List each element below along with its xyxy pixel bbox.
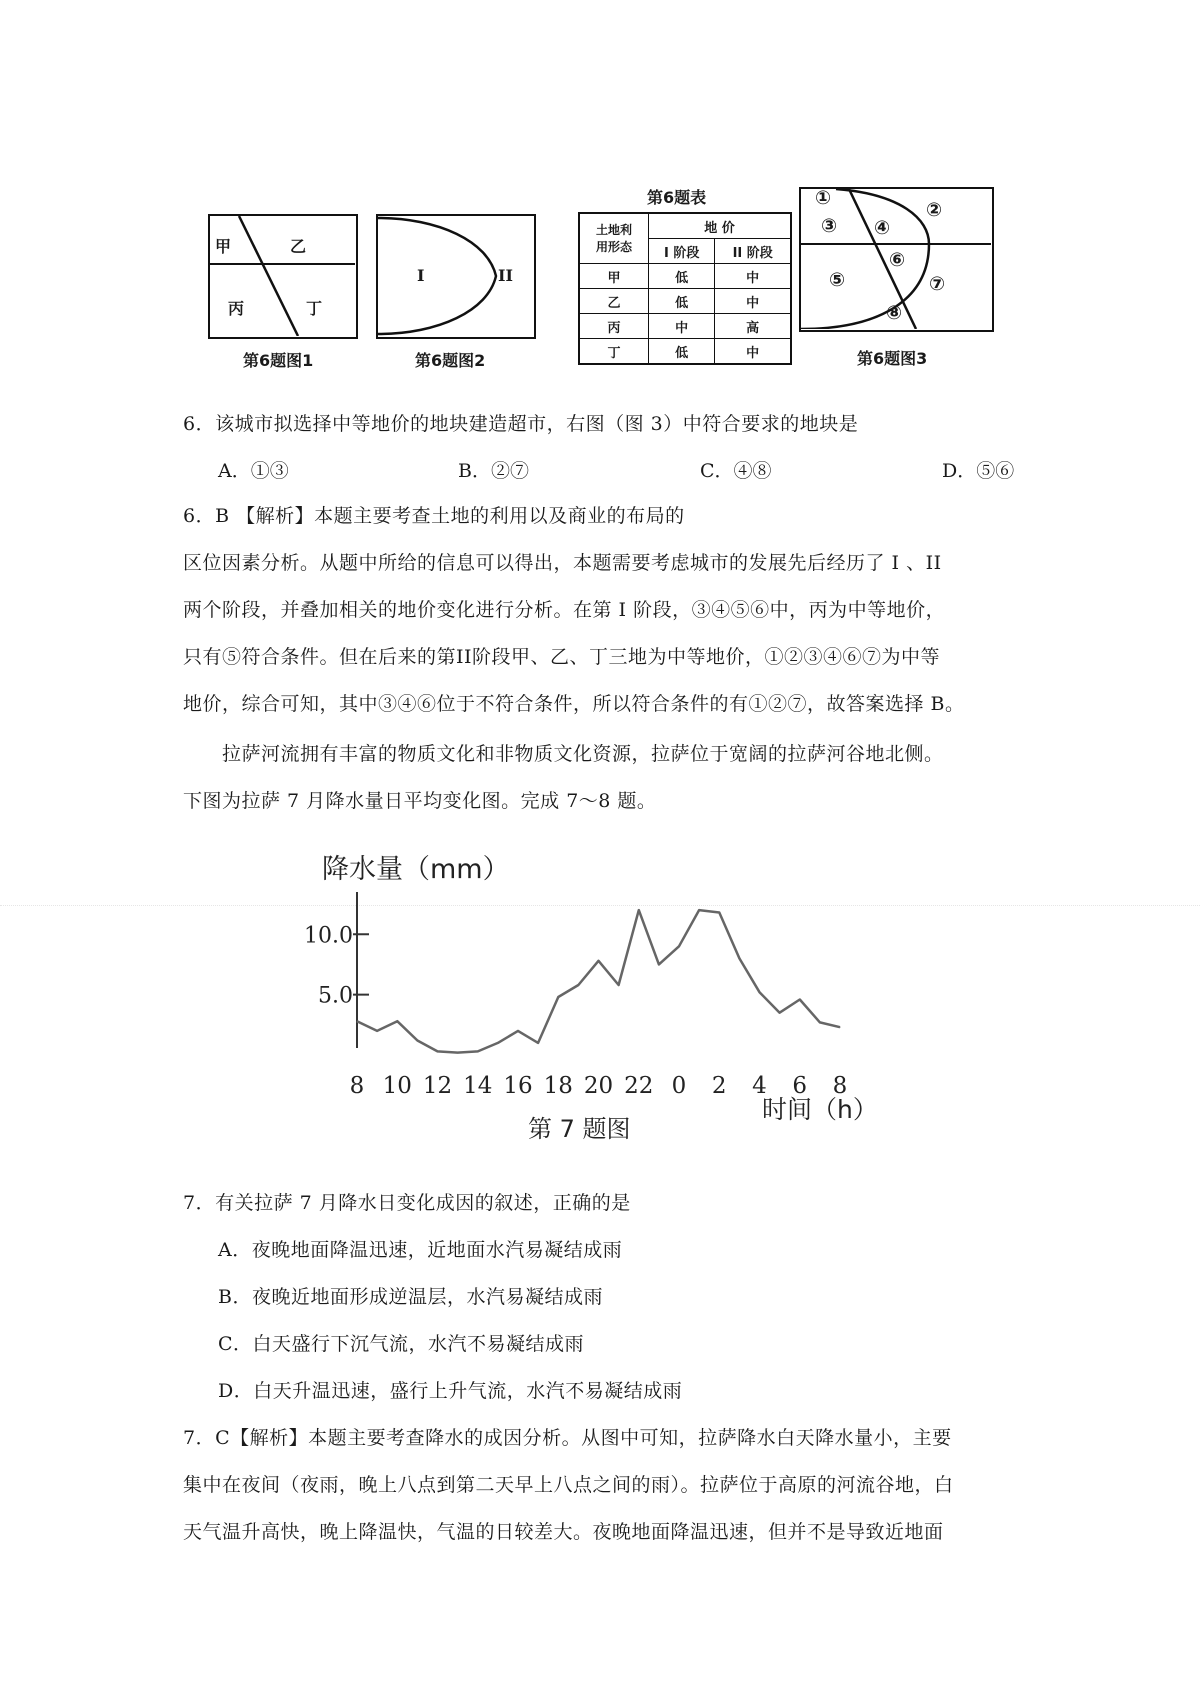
table-header-price: 地 价 xyxy=(649,213,792,239)
q7-option-d: D．白天升温迅速，盛行上升气流，水汽不易凝结成雨 xyxy=(218,1380,683,1402)
table-header-stage1: I 阶段 xyxy=(649,239,715,264)
chart-x-axis-label: 时间（h） xyxy=(762,1095,878,1124)
table-cell: 中 xyxy=(715,264,791,289)
table-row xyxy=(579,339,791,365)
fig6-table-caption: 第6题表 xyxy=(647,188,707,207)
chart-point xyxy=(417,1040,418,1041)
land-price-table xyxy=(578,212,792,365)
table-cell: 低 xyxy=(649,264,715,289)
q7-answer-line-1: 7．C【解析】本题主要考查降水的成因分析。从图中可知，拉萨降水白天降水量小，主要 xyxy=(183,1427,952,1449)
fig6-3-plot-5: ⑤ xyxy=(829,269,846,291)
table-cell: 丙 xyxy=(579,314,649,339)
chart-x-tick-label: 4 xyxy=(752,1073,767,1099)
chart-x-tick-label: 10 xyxy=(382,1073,412,1099)
table-row xyxy=(579,264,791,289)
table-header-land-use-line1: 土地利 xyxy=(595,222,632,237)
table-cell: 低 xyxy=(649,289,715,314)
q6-option-b: B．②⑦ xyxy=(458,460,529,482)
fig6-1-cell-jia: 甲 xyxy=(215,237,232,256)
chart-point xyxy=(377,1030,378,1031)
fig6-1-diagram xyxy=(208,214,358,339)
chart-point xyxy=(578,984,579,985)
chart-x-tick-label: 2 xyxy=(711,1073,727,1099)
chart-point xyxy=(397,1021,398,1022)
chart-caption: 第 7 题图 xyxy=(528,1115,631,1143)
table-header-land-use xyxy=(579,213,649,264)
fig6-3-plot-8: ⑧ xyxy=(886,302,903,324)
table-cell: 丁 xyxy=(579,339,649,365)
fig6-3-plot-4: ④ xyxy=(874,217,891,239)
chart-point xyxy=(799,999,800,1000)
chart-point xyxy=(719,912,720,913)
chart-point xyxy=(739,958,740,959)
chart-x-tick-label: 6 xyxy=(792,1073,808,1099)
q6-option-d: D．⑤⑥ xyxy=(942,460,1015,482)
table-row xyxy=(579,289,791,314)
fig6-2-caption: 第6题图2 xyxy=(415,351,486,370)
fig6-2-diagram xyxy=(376,214,536,339)
chart-x-tick-label: 0 xyxy=(671,1073,687,1099)
chart-point xyxy=(658,964,659,965)
q6-answer-line-2: 区位因素分析。从题中所给的信息可以得出，本题需要考虑城市的发展先后经历了 I 、II xyxy=(183,552,942,574)
chart-y-axis-label: 降水量（mm） xyxy=(322,854,510,885)
q7-question: 7．有关拉萨 7 月降水日变化成因的叙述，正确的是 xyxy=(183,1192,631,1214)
chart-point xyxy=(538,1042,539,1043)
chart-x-tick-label: 18 xyxy=(543,1073,573,1099)
chart-x-tick-label: 14 xyxy=(463,1073,493,1099)
fig6-1-caption: 第6题图1 xyxy=(243,351,314,370)
table-cell: 乙 xyxy=(579,289,649,314)
chart-y-tick-label: 5.0 xyxy=(318,983,353,1009)
fig6-3-plot-3: ③ xyxy=(821,215,838,237)
q7-answer-line-3: 天气温升高快，晚上降温快，气温的日较差大。夜晚地面降温迅速，但并不是导致近地面 xyxy=(183,1521,944,1543)
chart-y-ticks xyxy=(304,923,369,1008)
q7-option-c: C．白天盛行下沉气流，水汽不易凝结成雨 xyxy=(218,1333,585,1355)
fig6-2-zone-1: I xyxy=(417,266,425,285)
table-cell: 高 xyxy=(715,314,791,339)
q6-answer-line-4: 只有⑤符合条件。但在后来的第II阶段甲、乙、丁三地为中等地价，①②③④⑥⑦为中等 xyxy=(183,646,941,668)
q7-option-b: B．夜晚近地面形成逆温层，水汽易凝结成雨 xyxy=(218,1286,603,1308)
table-cell: 甲 xyxy=(579,264,649,289)
chart-x-tick-label: 8 xyxy=(832,1073,848,1099)
fig6-3-caption: 第6题图3 xyxy=(857,349,928,368)
table-header-land-use-line2: 用形态 xyxy=(595,239,632,254)
chart-x-tick-label: 16 xyxy=(503,1073,533,1099)
chart-point xyxy=(357,1021,358,1022)
chart-point xyxy=(618,984,619,985)
chart-point xyxy=(497,1042,498,1043)
chart-point xyxy=(598,960,599,961)
chart-y-tick-label: 10.0 xyxy=(304,923,353,949)
fig6-2-zone-2: II xyxy=(498,266,513,285)
chart-point xyxy=(558,997,559,998)
q6-answer-line-3: 两个阶段，并叠加相关的地价变化进行分析。在第 I 阶段，③④⑤⑥中，丙为中等地价， xyxy=(183,599,946,621)
chart-point xyxy=(759,992,760,993)
chart-x-tick-label: 8 xyxy=(349,1073,365,1099)
chart-point xyxy=(840,1027,841,1028)
fig6-3-plot-7: ⑦ xyxy=(929,273,946,295)
q7-answer-line-2: 集中在夜间（夜雨，晚上八点到第二天早上八点之间的雨）。拉萨位于高原的河流谷地，白 xyxy=(183,1474,954,1496)
fig6-3-plot-6: ⑥ xyxy=(889,249,906,271)
table-cell: 中 xyxy=(649,314,715,339)
table-header-stage2: II 阶段 xyxy=(715,239,791,264)
fig6-1-cell-yi: 乙 xyxy=(290,237,307,256)
chart-point xyxy=(437,1051,438,1052)
q7-option-a: A．夜晚地面降温迅速，近地面水汽易凝结成雨 xyxy=(218,1239,623,1261)
chart-point xyxy=(699,910,700,911)
intro-line-2: 下图为拉萨 7 月降水量日平均变化图。完成 7～8 题。 xyxy=(183,790,657,812)
fig6-1-cell-ding: 丁 xyxy=(306,299,323,318)
rainfall-chart xyxy=(300,848,900,1148)
table-cell: 中 xyxy=(715,289,791,314)
fig6-1-cell-bing: 丙 xyxy=(228,299,245,318)
table-row xyxy=(579,314,791,339)
fig6-3-plot-2: ② xyxy=(926,199,943,221)
table-cell: 低 xyxy=(649,339,715,365)
chart-x-tick-label: 12 xyxy=(422,1073,453,1099)
chart-point xyxy=(457,1052,458,1053)
q6-answer-line-5: 地价，综合可知，其中③④⑥位于不符合条件，所以符合条件的有①②⑦，故答案选择 B。 xyxy=(183,693,965,715)
q6-question: 6．该城市拟选择中等地价的地块建造超市，右图（图 3）中符合要求的地块是 xyxy=(183,413,859,435)
q6-option-a: A．①③ xyxy=(218,460,289,482)
chart-point xyxy=(779,1012,780,1013)
chart-point xyxy=(477,1051,478,1052)
table-cell: 中 xyxy=(715,339,791,365)
chart-point xyxy=(819,1022,820,1023)
chart-series-line xyxy=(357,910,840,1053)
q6-answer-line-1: 6．B 【解析】本题主要考查土地的利用以及商业的布局的 xyxy=(183,505,685,527)
chart-point xyxy=(638,910,639,911)
chart-x-tick-label: 20 xyxy=(583,1073,614,1099)
chart-point xyxy=(679,946,680,947)
q6-option-c: C．④⑧ xyxy=(700,460,772,482)
chart-point xyxy=(518,1030,519,1031)
chart-x-tick-label: 22 xyxy=(624,1073,654,1099)
intro-line-1: 拉萨河流拥有丰富的物质文化和非物质文化资源，拉萨位于宽阔的拉萨河谷地北侧。 xyxy=(222,743,944,765)
fig6-3-diagram xyxy=(799,187,994,332)
fig6-3-plot-1: ① xyxy=(815,187,832,209)
